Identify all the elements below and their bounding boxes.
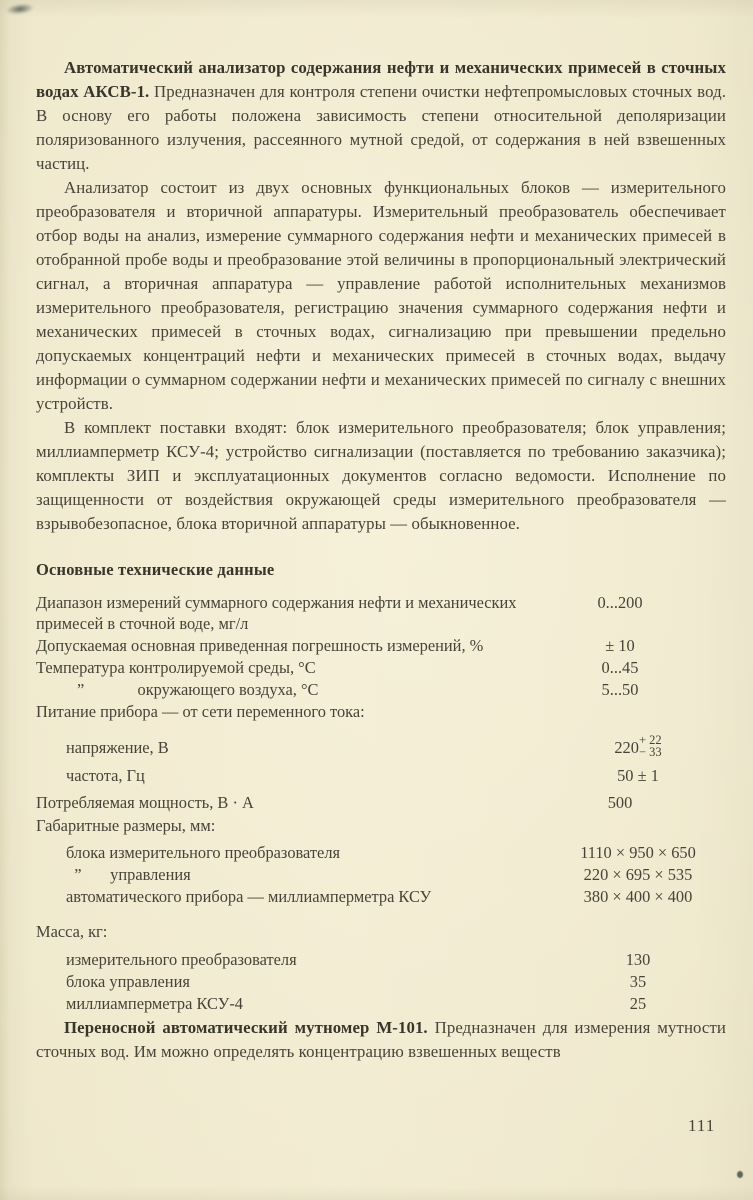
spec-value: 25 <box>629 994 647 1013</box>
spec-label: ” управления <box>66 865 191 884</box>
spec-row <box>36 680 726 701</box>
paragraph-text: Предназначен для контроля степени очистки нефтепромысловых сточных вод. В основу его работы положена зависимость степени относительной деполяризации поляризованного излучения, рассеянного мутной средой, от содержания в ней взвешенных частиц. <box>36 82 727 173</box>
page-content <box>36 56 726 1064</box>
spec-label: напряжение, В <box>66 738 169 757</box>
section-heading: Основные технические данные <box>36 560 275 579</box>
spec-label: Масса, кг: <box>36 921 108 941</box>
spec-row <box>36 658 726 679</box>
paragraph-intro <box>36 56 726 176</box>
paragraph-text: Предназначен для измерения мутности сточных вод. Им можно определять концентрацию взвешенных веществ <box>36 1018 726 1061</box>
spec-label: Питание прибора — от сети переменного тока: <box>36 701 365 721</box>
spec-value: 5...50 <box>601 679 639 699</box>
product-name-aksv: Автоматический анализатор содержания нефти и механических примесей в сточных водах АКСВ-1. <box>36 58 726 101</box>
spec-label: автоматического прибора — миллиамперметра КСУ <box>66 887 432 906</box>
spec-row <box>36 887 726 908</box>
spec-value: 130 <box>625 950 651 969</box>
paragraph-delivery-set <box>36 416 726 536</box>
tolerance-minus: − 33 <box>638 745 662 760</box>
spec-label: Габаритные размеры, мм: <box>36 815 216 835</box>
spec-list <box>36 593 726 1015</box>
tolerance-plus: + 22 <box>638 733 662 748</box>
product-name-m101: Переносной автоматический мутномер М-101. <box>64 1018 428 1037</box>
spec-value <box>550 733 726 760</box>
spec-label: частота, Гц <box>66 765 145 785</box>
paragraph-closing <box>36 1016 726 1064</box>
spec-label: блока измерительного преобразователя <box>66 843 341 862</box>
scan-speck <box>737 1171 743 1178</box>
spec-value: 1110 × 950 × 650 <box>580 843 696 862</box>
spec-row <box>36 950 726 971</box>
spec-label: Температура контролируемой среды, °С <box>36 657 316 677</box>
page-number: 111 <box>688 1116 716 1135</box>
spec-label: Потребляемая мощность, В · А <box>36 793 254 812</box>
tolerance-stack <box>639 734 662 758</box>
spec-row <box>36 922 726 943</box>
spec-value: 500 <box>607 793 633 812</box>
spec-label: Допускаемая основная приведенная погрешность измерений, % <box>36 635 484 655</box>
spec-row <box>36 816 726 837</box>
spec-value: 0...200 <box>597 593 643 612</box>
spec-value: 50 ± 1 <box>617 765 659 785</box>
spec-row <box>36 972 726 993</box>
paragraph-text: Анализатор состоит из двух основных функциональных блоков — измерительного преобразователя и вторичной аппаратуры. Измерительный преобразователь обеспечивает отбор воды на анализ, измерение суммарного содержания нефти и механических примесей в отобранной пробе воды и преобразование этой величины в пропорциональный электрический сигнал, а вторичная аппаратура — управление работой исполнительных механизмов измерительного преобразователя, регистрацию значения суммарного содержания нефти и механических примесей в сточных водах, сигнализацию при превышении предельно допускаемых концентраций нефти и механических примесей в сточных водах, выдачу информации о суммарном содержании нефти и механических примесей по сигналу с внешних устройств. <box>36 178 726 413</box>
spec-row <box>36 843 726 864</box>
spec-label: измерительного преобразователя <box>66 950 297 969</box>
spec-row <box>36 702 726 723</box>
spec-value: 0...45 <box>601 657 639 677</box>
spec-value: 35 <box>629 972 647 991</box>
spec-value-base: 220 <box>614 738 639 757</box>
spec-value: 380 × 400 × 400 <box>583 887 693 906</box>
spec-row <box>36 865 726 886</box>
spec-row <box>36 593 726 634</box>
scan-smudge <box>0 0 39 18</box>
spec-row <box>36 636 726 657</box>
spec-label: блока управления <box>66 972 190 991</box>
spec-row <box>36 994 726 1015</box>
spec-label: ” окружающего воздуха, °С <box>36 679 319 699</box>
spec-row <box>36 733 726 760</box>
spec-row <box>36 766 726 787</box>
paragraph-text: В комплект поставки входят: блок измерительного преобразователя; блок управления; миллиамперметр КСУ-4; устройство сигнализации (поставляется по требованию заказчика); комплекты ЗИП и эксплуатационных документов согласно ведомости. Исполнение по защищенности от воздействия окружающей среды измерительного преобразователя — взрывобезопасное, блока вторичной аппаратуры — обыкновенное. <box>36 418 726 533</box>
paragraph-structure <box>36 176 726 416</box>
spec-row <box>36 793 726 814</box>
spec-value: 220 × 695 × 535 <box>583 865 693 884</box>
spec-value: ± 10 <box>605 635 635 655</box>
spec-label: миллиамперметра КСУ-4 <box>66 994 243 1013</box>
spec-label: Диапазон измерений суммарного содержания нефти и механических примесей в сточной воде, мг/л <box>36 593 521 633</box>
